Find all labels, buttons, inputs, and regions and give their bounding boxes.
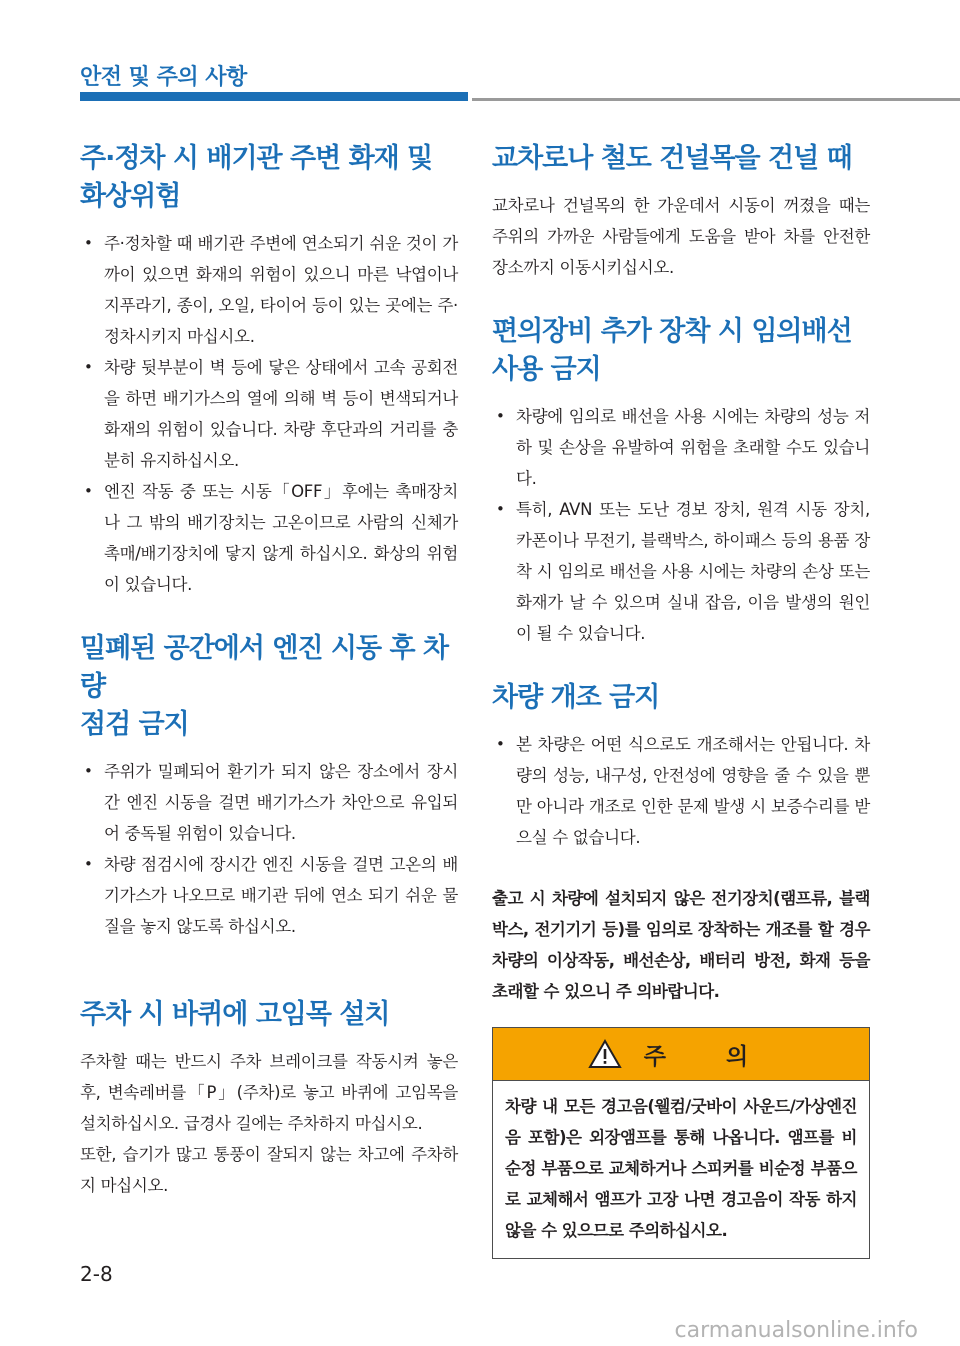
header-rule-blue	[80, 92, 468, 101]
section-title: 주·정차 시 배기관 주변 화재 및 화상위험	[80, 143, 433, 212]
body-paragraph: 또한, 습기가 많고 통풍이 잘되지 않는 차고에 주차하지 마십시오.	[80, 1145, 458, 1195]
header-rule-gray	[472, 98, 960, 101]
list-item: • 특히, AVN 또는 도난 경보 장치, 원격 시동 장치, 카폰이나 무전기, 블랙박스, 하이패스 등의 용품 장착 시 임의로 배선을 사용 시에는 차량의 손상 또는 화재가 날 수 있으며 실내 잡음, 이음 발생의 원인이 될 수 있습니다.	[492, 494, 870, 649]
page-header-title: 안전 및 주의 사항	[80, 65, 247, 90]
watermark: carmanualsonline.info	[674, 1318, 918, 1343]
list-item: • 차량에 임의로 배선을 사용 시에는 차량의 성능 저하 및 손상을 유발하여 위험을 초래할 수도 있습니다.	[492, 401, 870, 494]
list-item: • 주위가 밀폐되어 환기가 되지 않은 장소에서 장시간 엔진 시동을 걸면 배기가스가 차안으로 유입되어 중독될 위험이 있습니다.	[80, 756, 458, 849]
bullet-list	[492, 729, 870, 853]
page-number: 2-8	[80, 1262, 113, 1286]
bold-note: 출고 시 차량에 설치되지 않은 전기장치(램프류, 블랙박스, 전기기기 등)를 임의로 장착하는 개조를 할 경우 차량의 이상작동, 배선손상, 배터리 방전, 화재 등을 초래할 수 있으니 주 의바랍니다.	[492, 889, 870, 1001]
body-paragraph: 교차로나 건널목의 한 가운데서 시동이 꺼졌을 때는 주위의 가까운 사람들에게 도움을 받아 차를 안전한 장소까지 이동시키십시오.	[492, 196, 870, 277]
section-wheel-chock	[80, 996, 458, 1201]
section-title: 편의장비 추가 장착 시 임의배선 사용 금지	[492, 316, 852, 385]
caution-header	[493, 1028, 869, 1081]
section-enclosed-space	[80, 630, 458, 942]
list-item: • 차량 점검시에 장시간 엔진 시동을 걸면 고온의 배기가스가 나오므로 배기관 뒤에 연소 되기 쉬운 물질을 놓지 않도록 하십시오.	[80, 849, 458, 942]
bullet-list	[80, 756, 458, 942]
section-crossing	[492, 140, 870, 283]
bullet-list	[492, 401, 870, 649]
list-item: • 차량 뒷부분이 벽 등에 닿은 상태에서 고속 공회전을 하면 배기가스의 열에 의해 벽 등이 변색되거나 화재의 위험이 있습니다. 차량 후단과의 거리를 충분히 유지하십시오.	[80, 352, 458, 476]
section-title: 밀폐된 공간에서 엔진 시동 후 차량 점검 금지	[80, 633, 449, 740]
section-modification	[492, 679, 870, 853]
caution-text: 차량 내 모든 경고음(웰컴/굿바이 사운드/가상엔진음 포함)은 외장앰프를 통해 나옵니다. 앰프를 비순정 부품으로 교체하거나 스피커를 비순정 부품으로 교체해서 앰프가 고장 나면 경고음이 작동 하지 않을 수 있으므로 주의하십시오.	[505, 1097, 857, 1240]
caution-box	[492, 1027, 870, 1259]
body-paragraph: 주차할 때는 반드시 주차 브레이크를 작동시켜 놓은 후, 변속레버를「P」(주차)로 놓고 바퀴에 고임목을 설치하십시오. 급경사 길에는 주차하지 마십시오.	[80, 1052, 458, 1133]
section-exhaust-fire	[80, 140, 458, 600]
section-title: 차량 개조 금지	[492, 682, 660, 713]
section-title: 교차로나 철도 건널목을 건널 때	[492, 143, 852, 174]
warning-triangle-icon	[588, 1039, 622, 1069]
left-column	[80, 140, 458, 1231]
section-title: 주차 시 바퀴에 고임목 설치	[80, 999, 390, 1030]
caution-label: 주 의	[643, 1043, 775, 1070]
bullet-list	[80, 228, 458, 600]
section-wiring	[492, 313, 870, 649]
list-item: • 엔진 작동 중 또는 시동「OFF」후에는 촉매장치나 그 밖의 배기장치는 고온이므로 사람의 신체가 촉매/배기장치에 닿지 않게 하십시오. 화상의 위험이 있습니다.	[80, 476, 458, 600]
right-column	[492, 140, 870, 1259]
list-item: • 본 차량은 어떤 식으로도 개조해서는 안됩니다. 차량의 성능, 내구성, 안전성에 영향을 줄 수 있을 뿐만 아니라 개조로 인한 문제 발생 시 보증수리를 받으실 수 없습니다.	[492, 729, 870, 853]
list-item: • 주·정차할 때 배기관 주변에 연소되기 쉬운 것이 가까이 있으면 화재의 위험이 있으니 마른 낙엽이나 지푸라기, 종이, 오일, 타이어 등이 있는 곳에는 주·정차시키지 마십시오.	[80, 228, 458, 352]
